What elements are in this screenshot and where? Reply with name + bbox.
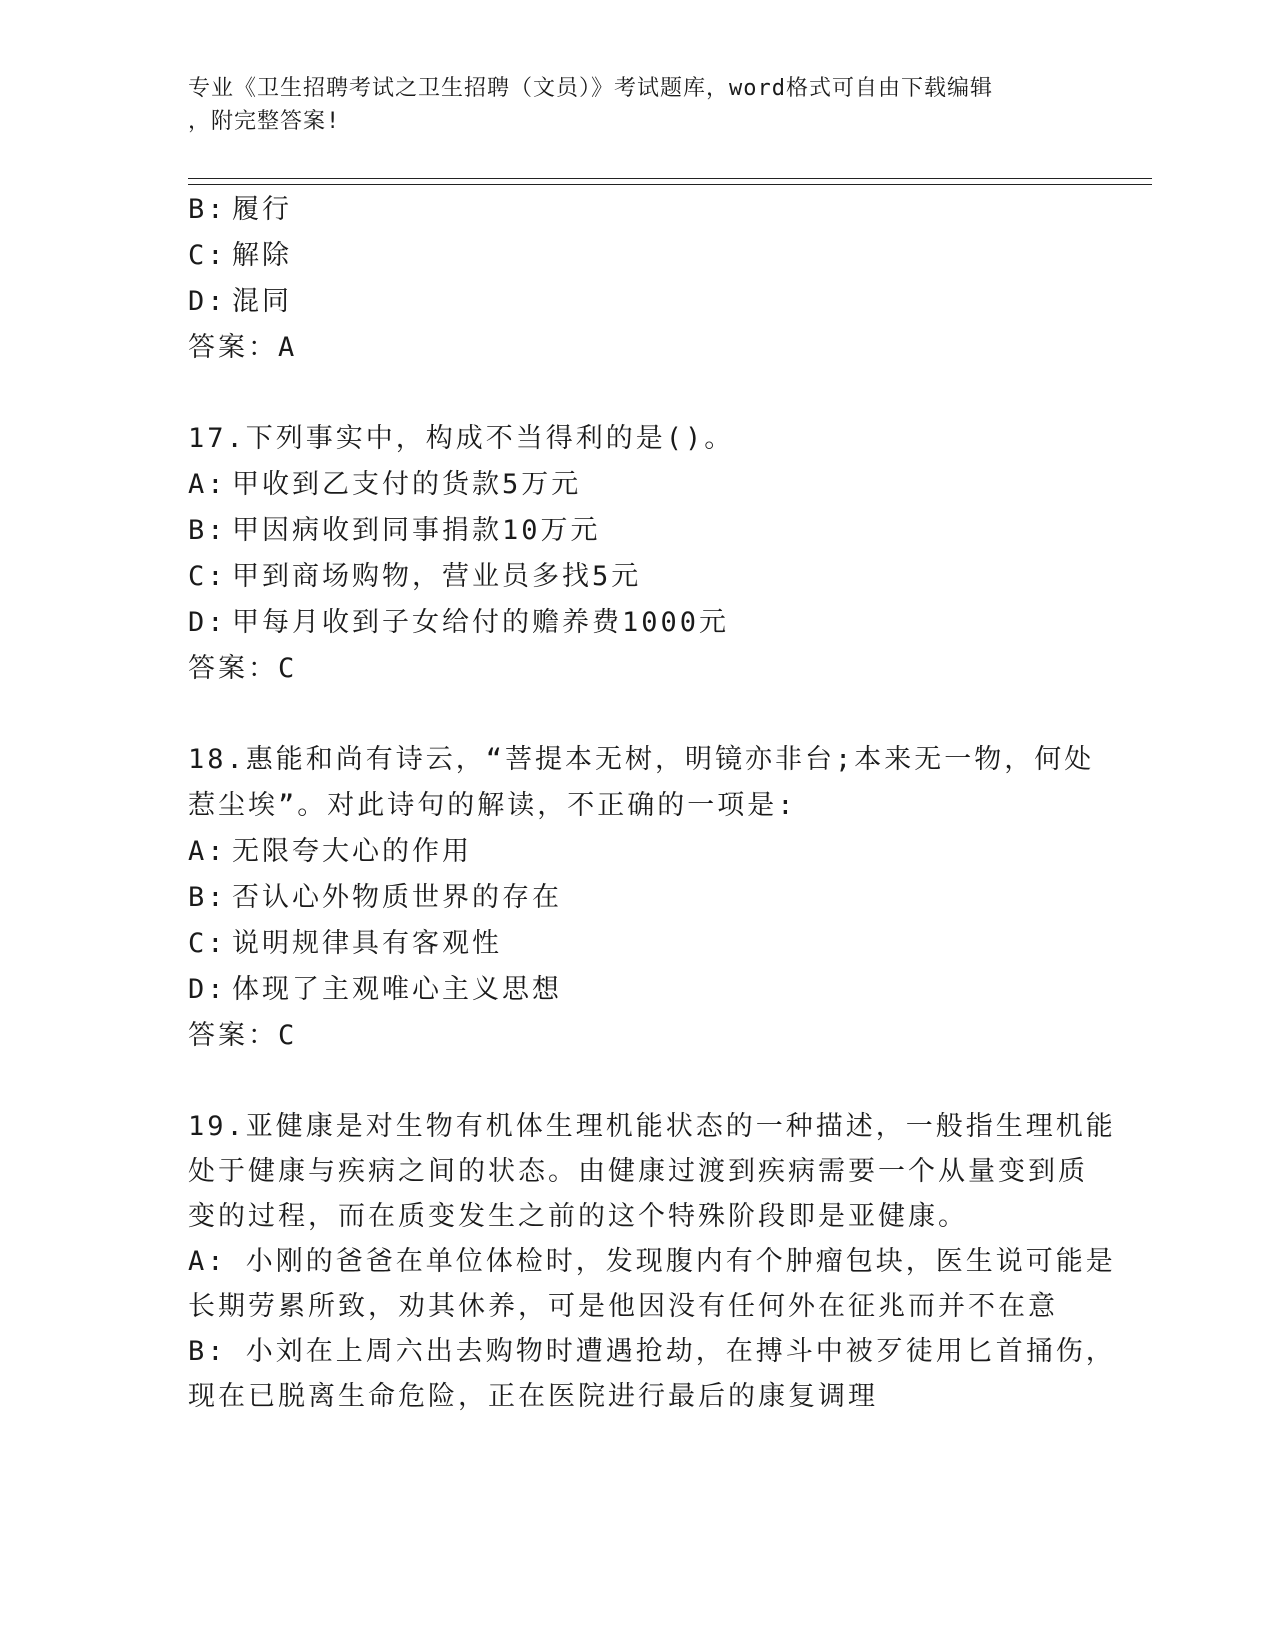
question-17	[188, 416, 1088, 692]
answer: 答案：A	[188, 332, 298, 363]
document-header	[188, 72, 1088, 138]
option-a-line-2: 长期劳累所致，劝其休养，可是他因没有任何外在征兆而并不在意	[188, 1291, 1058, 1322]
option-d: D: 体现了主观唯心主义思想	[188, 974, 562, 1005]
answer: 答案：C	[188, 653, 298, 684]
answer: 答案：C	[188, 1020, 298, 1051]
question-stem: 17.下列事实中，构成不当得利的是()。	[188, 423, 735, 454]
option-c: C: 说明规律具有客观性	[188, 928, 502, 959]
header-divider-top	[188, 178, 1152, 179]
header-line-2: ，附完整答案!	[188, 109, 341, 134]
option-a: A: 无限夸大心的作用	[188, 836, 472, 867]
question-19	[188, 1104, 1116, 1419]
question-16	[188, 187, 1088, 371]
option-b: B: 履行	[188, 194, 292, 225]
option-d: D: 混同	[188, 286, 292, 317]
option-c: C: 解除	[188, 240, 292, 271]
header-divider-bottom	[188, 184, 1152, 185]
question-stem-line-1: 19.亚健康是对生物有机体生理机能状态的一种描述，一般指生理机能	[188, 1111, 1116, 1142]
question-18	[188, 737, 1095, 1059]
option-d: D: 甲每月收到子女给付的赡养费1000元	[188, 607, 730, 638]
question-stem-line-2: 惹尘埃”。对此诗句的解读，不正确的一项是:	[188, 790, 797, 821]
option-a: A: 甲收到乙支付的货款5万元	[188, 469, 582, 500]
option-b: B: 甲因病收到同事捐款10万元	[188, 515, 601, 546]
question-stem-line-3: 变的过程，而在质变发生之前的这个特殊阶段即是亚健康。	[188, 1201, 968, 1232]
question-list	[188, 187, 1116, 1419]
question-stem-line-2: 处于健康与疾病之间的状态。由健康过渡到疾病需要一个从量变到质	[188, 1156, 1088, 1187]
option-b-line-1: B: 小刘在上周六出去购物时遭遇抢劫，在搏斗中被歹徒用匕首捅伤，	[188, 1336, 1116, 1367]
question-stem-line-1: 18.惠能和尚有诗云，“菩提本无树，明镜亦非台;本来无一物，何处	[188, 744, 1095, 775]
option-b-line-2: 现在已脱离生命危险，正在医院进行最后的康复调理	[188, 1381, 878, 1412]
option-c: C: 甲到商场购物，营业员多找5元	[188, 561, 642, 592]
option-b: B: 否认心外物质世界的存在	[188, 882, 562, 913]
header-line-1: 专业《卫生招聘考试之卫生招聘（文员）》考试题库，word格式可自由下载编辑	[188, 76, 993, 101]
option-a-line-1: A: 小刚的爸爸在单位体检时，发现腹内有个肿瘤包块，医生说可能是	[188, 1246, 1116, 1277]
